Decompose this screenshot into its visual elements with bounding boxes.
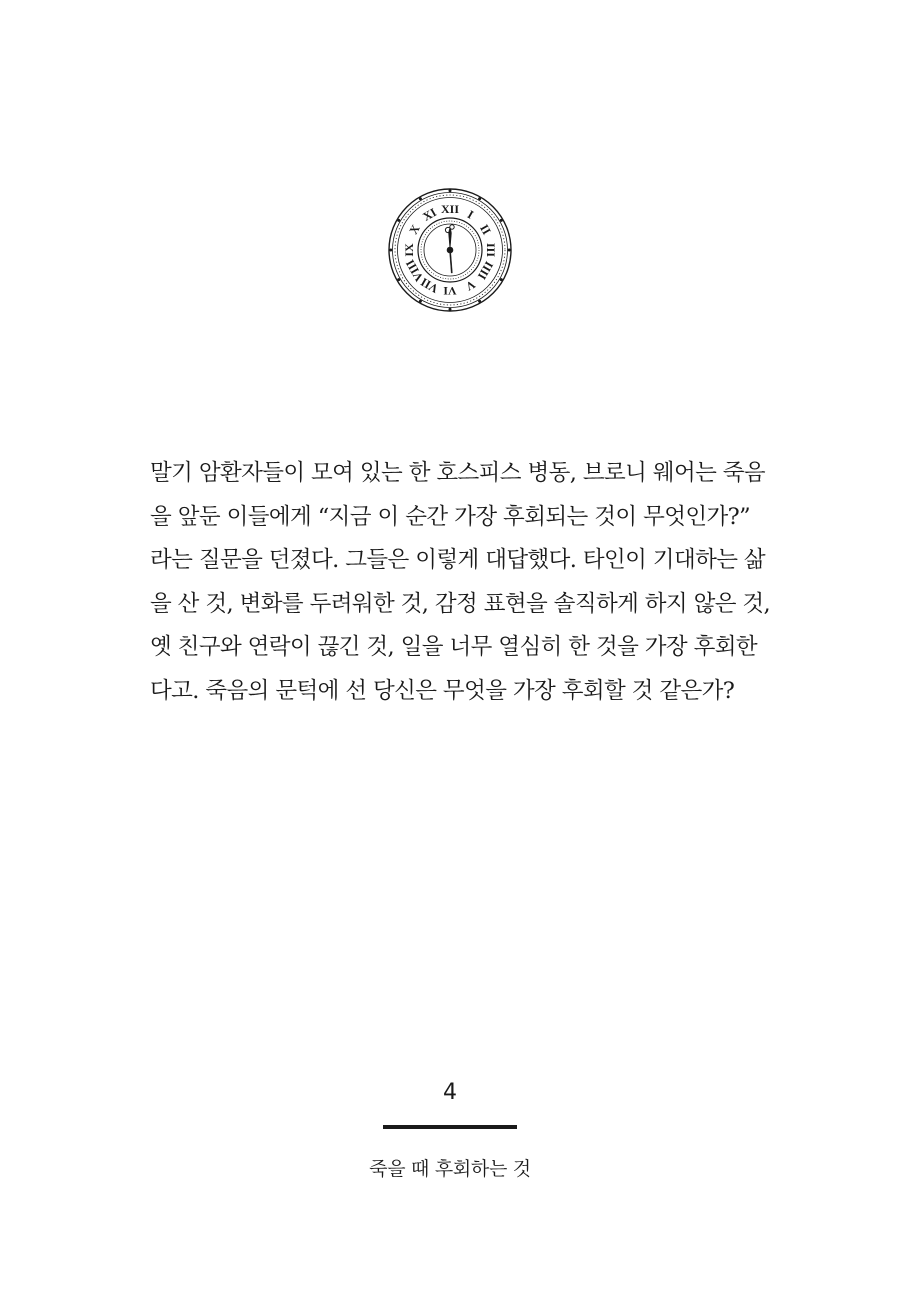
body-line: 다고. 죽음의 문턱에 선 당신은 무엇을 가장 후회할 것 같은가?	[150, 677, 735, 704]
clock-numeral: VIII	[402, 257, 427, 284]
clock-numeral: IIII	[474, 258, 497, 283]
body-line: 라는 질문을 던졌다. 그들은 이렇게 대답했다. 타인이 기대하는 삶	[150, 547, 766, 573]
clock-numeral: I	[464, 207, 477, 222]
chapter-divider	[383, 1125, 517, 1129]
clock-numeral: III	[484, 242, 498, 258]
body-line: 을 산 것, 변화를 두려워한 것, 감정 표현을 솔직하게 하지 않은 것,	[150, 590, 771, 617]
clock-numeral: VI	[443, 284, 457, 298]
clock-icon	[385, 183, 515, 317]
body-line: 을 앞둔 이들에게 “지금 이 순간 가장 후회되는 것이 무엇인가?”	[150, 503, 750, 530]
chapter-title: 죽을 때 후회하는 것	[369, 1158, 531, 1180]
clock-numeral: X	[406, 222, 423, 237]
clock-numeral: II	[477, 221, 494, 238]
clock-numeral: IX	[402, 243, 416, 257]
clock-numeral: V	[463, 277, 478, 294]
clock-numeral: XII	[440, 202, 460, 216]
chapter-number: 4	[443, 1080, 457, 1105]
body-line: 옛 친구와 연락이 끊긴 것, 일을 너무 열심히 한 것을 가장 후회한	[150, 634, 758, 660]
body-paragraph	[150, 452, 771, 713]
clock-numeral: VII	[418, 274, 441, 297]
clock-numeral: XI	[420, 205, 439, 224]
body-line: 말기 암환자들이 모여 있는 한 호스피스 병동, 브로니 웨어는 죽음	[150, 460, 766, 486]
